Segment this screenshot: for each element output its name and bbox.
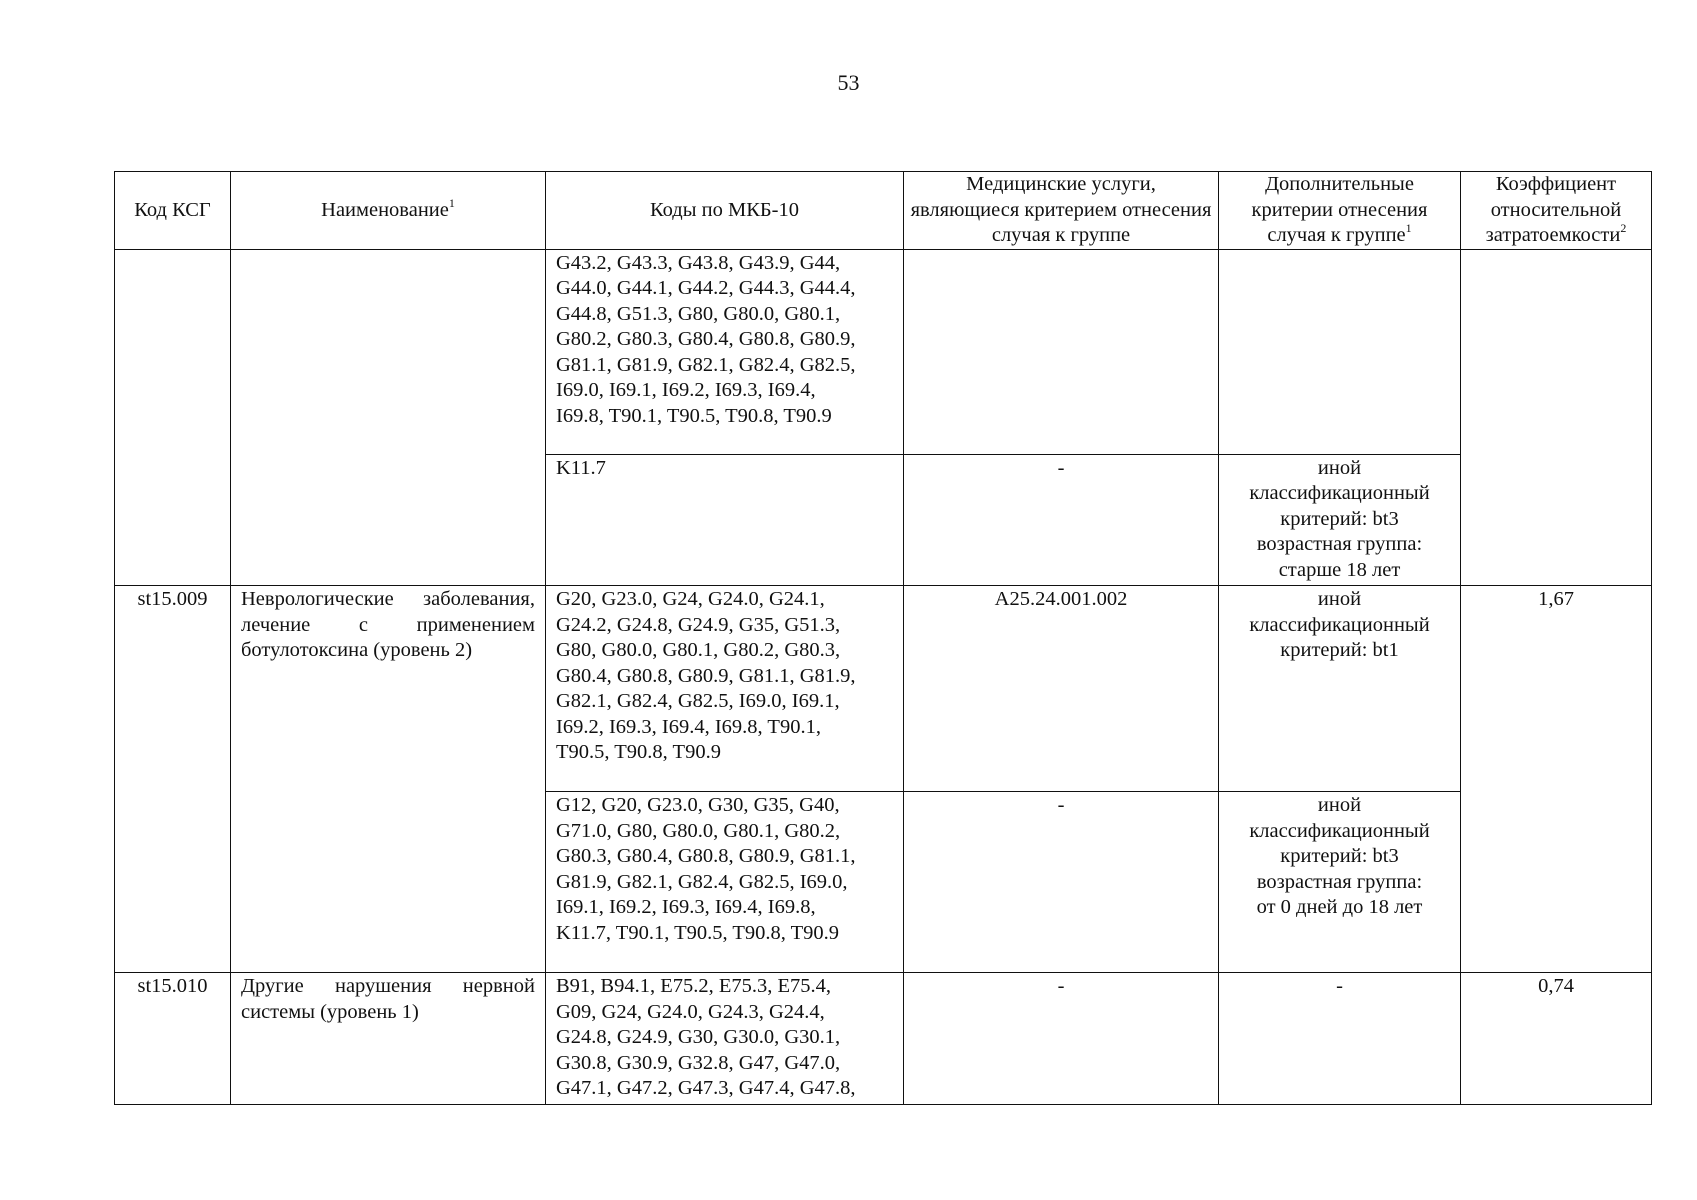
- mkb-code-line: K11.7, T90.1, T90.5, T90.8, T90.9: [556, 921, 840, 944]
- mkb-code-line: G80.2, G80.3, G80.4, G80.8, G80.9,: [556, 328, 856, 350]
- header-criteria: Дополнительные критерии отнесения случая к группе$^1$: [1219, 172, 1461, 250]
- mkb-code-line: G30.8, G30.9, G32.8, G47, G47.0,: [556, 1051, 841, 1074]
- mkb-code-line: B91, B94.1, E75.2, E75.3, E75.4,: [556, 975, 832, 997]
- mkb-code-line: G81.9, G82.1, G82.4, G82.5, I69.0,: [556, 870, 848, 893]
- table-row: [115, 586, 1652, 792]
- criteria-line: иной: [1317, 456, 1362, 479]
- mkb-code-line: G71.0, G80, G80.0, G80.1, G80.2,: [556, 819, 841, 842]
- ksg-name-cell: [231, 249, 546, 586]
- footnote-marker: 1: [1405, 221, 1412, 235]
- medical-services-cell: [904, 249, 1219, 454]
- criteria-line: классификационный: [1249, 613, 1430, 636]
- table-header-row: [115, 172, 1652, 250]
- mkb-codes-cell: [546, 792, 904, 973]
- criteria-line: классификационный: [1249, 482, 1430, 504]
- mkb-code-line: G24.8, G24.9, G30, G30.0, G30.1,: [556, 1026, 841, 1048]
- additional-criteria-cell: [1219, 973, 1461, 1105]
- coefficient-cell: 0,74: [1461, 973, 1652, 1105]
- criteria-line: критерий: bt1: [1280, 639, 1399, 661]
- mkb-code-line: G24.2, G24.8, G24.9, G35, G51.3,: [556, 613, 841, 636]
- medical-services-cell: A25.24.001.002: [904, 586, 1219, 792]
- header-mkb: Коды по МКБ-10: [546, 172, 904, 250]
- mkb-code-line: G20, G23.0, G24, G24.0, G24.1,: [556, 588, 825, 610]
- additional-criteria-cell: [1219, 586, 1461, 792]
- medical-services-cell: -: [904, 792, 1219, 973]
- mkb-code-line: G80, G80.0, G80.1, G80.2, G80.3,: [556, 639, 841, 661]
- header-coef: Коэффициент относительной затратоемкости$^2$: [1461, 172, 1652, 250]
- mkb-code-line: G43.2, G43.3, G43.8, G43.9, G44,: [556, 251, 841, 274]
- table-row: [115, 973, 1652, 1105]
- criteria-line: старше 18 лет: [1278, 558, 1401, 581]
- mkb-codes-cell: [546, 249, 904, 454]
- mkb-code-line: G80.3, G80.4, G80.8, G80.9, G81.1,: [556, 845, 856, 867]
- additional-criteria-cell: [1219, 454, 1461, 586]
- criteria-line: возрастная группа:: [1256, 870, 1423, 893]
- criteria-line: иной: [1317, 588, 1362, 610]
- mkb-code-line: G80.4, G80.8, G80.9, G81.1, G81.9,: [556, 664, 856, 687]
- ksg-name-cell: Другие нарушения нервной системы (уровень 1): [231, 973, 546, 1105]
- criteria-line: иной: [1317, 794, 1362, 816]
- footnote-marker: 1: [448, 195, 455, 210]
- mkb-code-line: I69.1, I69.2, I69.3, I69.4, I69.8,: [556, 896, 816, 918]
- criteria-line: возрастная группа:: [1256, 533, 1423, 555]
- criteria-line: критерий: bt3: [1280, 845, 1399, 867]
- mkb-code-line: G47.1, G47.2, G47.3, G47.4, G47.8,: [556, 1077, 856, 1099]
- table-body: [115, 249, 1652, 1104]
- mkb-code-line: G44.8, G51.3, G80, G80.0, G80.1,: [556, 302, 841, 325]
- mkb-code-line: G44.0, G44.1, G44.2, G44.3, G44.4,: [556, 277, 856, 299]
- ksg-code-cell: st15.010: [115, 973, 231, 1105]
- mkb-code-line: I69.8, T90.1, T90.5, T90.8, T90.9: [556, 404, 832, 427]
- mkb-code-line: I69.2, I69.3, I69.4, I69.8, T90.1,: [556, 715, 821, 738]
- mkb-code-line: G82.1, G82.4, G82.5, I69.0, I69.1,: [556, 690, 840, 712]
- footnote-marker: 2: [1620, 221, 1627, 235]
- mkb-code-line: K11.7: [556, 456, 606, 479]
- additional-criteria-cell: [1219, 249, 1461, 454]
- mkb-code-line: G09, G24, G24.0, G24.3, G24.4,: [556, 1000, 825, 1023]
- mkb-codes-cell: [546, 973, 904, 1105]
- ksg-table: [114, 171, 1652, 1105]
- mkb-code-line: T90.5, T90.8, T90.9: [556, 741, 721, 763]
- mkb-codes-cell: [546, 454, 904, 586]
- mkb-code-line: G81.1, G81.9, G82.1, G82.4, G82.5,: [556, 353, 856, 376]
- page-number: 53: [837, 70, 860, 95]
- header-code: Код КСГ: [115, 172, 231, 250]
- ksg-name-cell: Неврологические заболевания, лечение с применением ботулотоксина (уровень 2): [231, 586, 546, 973]
- criteria-line: классификационный: [1249, 819, 1430, 842]
- table-row: [115, 249, 1652, 454]
- ksg-code-cell: st15.009: [115, 586, 231, 973]
- mkb-codes-cell: [546, 586, 904, 792]
- medical-services-cell: -: [904, 973, 1219, 1105]
- additional-criteria-cell: [1219, 792, 1461, 973]
- medical-services-cell: -: [904, 454, 1219, 586]
- criteria-line: от 0 дней до 18 лет: [1256, 896, 1423, 918]
- mkb-code-line: G12, G20, G23.0, G30, G35, G40,: [556, 794, 840, 816]
- header-services: Медицинские услуги, являющиеся критерием отнесения случая к группе: [904, 172, 1219, 250]
- criteria-line: критерий: bt3: [1280, 507, 1399, 530]
- coefficient-cell: 1,67: [1461, 586, 1652, 973]
- coefficient-cell: [1461, 249, 1652, 586]
- header-name: Наименование$^1$: [231, 172, 546, 250]
- criteria-line: -: [1336, 975, 1343, 997]
- mkb-code-line: I69.0, I69.1, I69.2, I69.3, I69.4,: [556, 379, 816, 401]
- ksg-code-cell: [115, 249, 231, 586]
